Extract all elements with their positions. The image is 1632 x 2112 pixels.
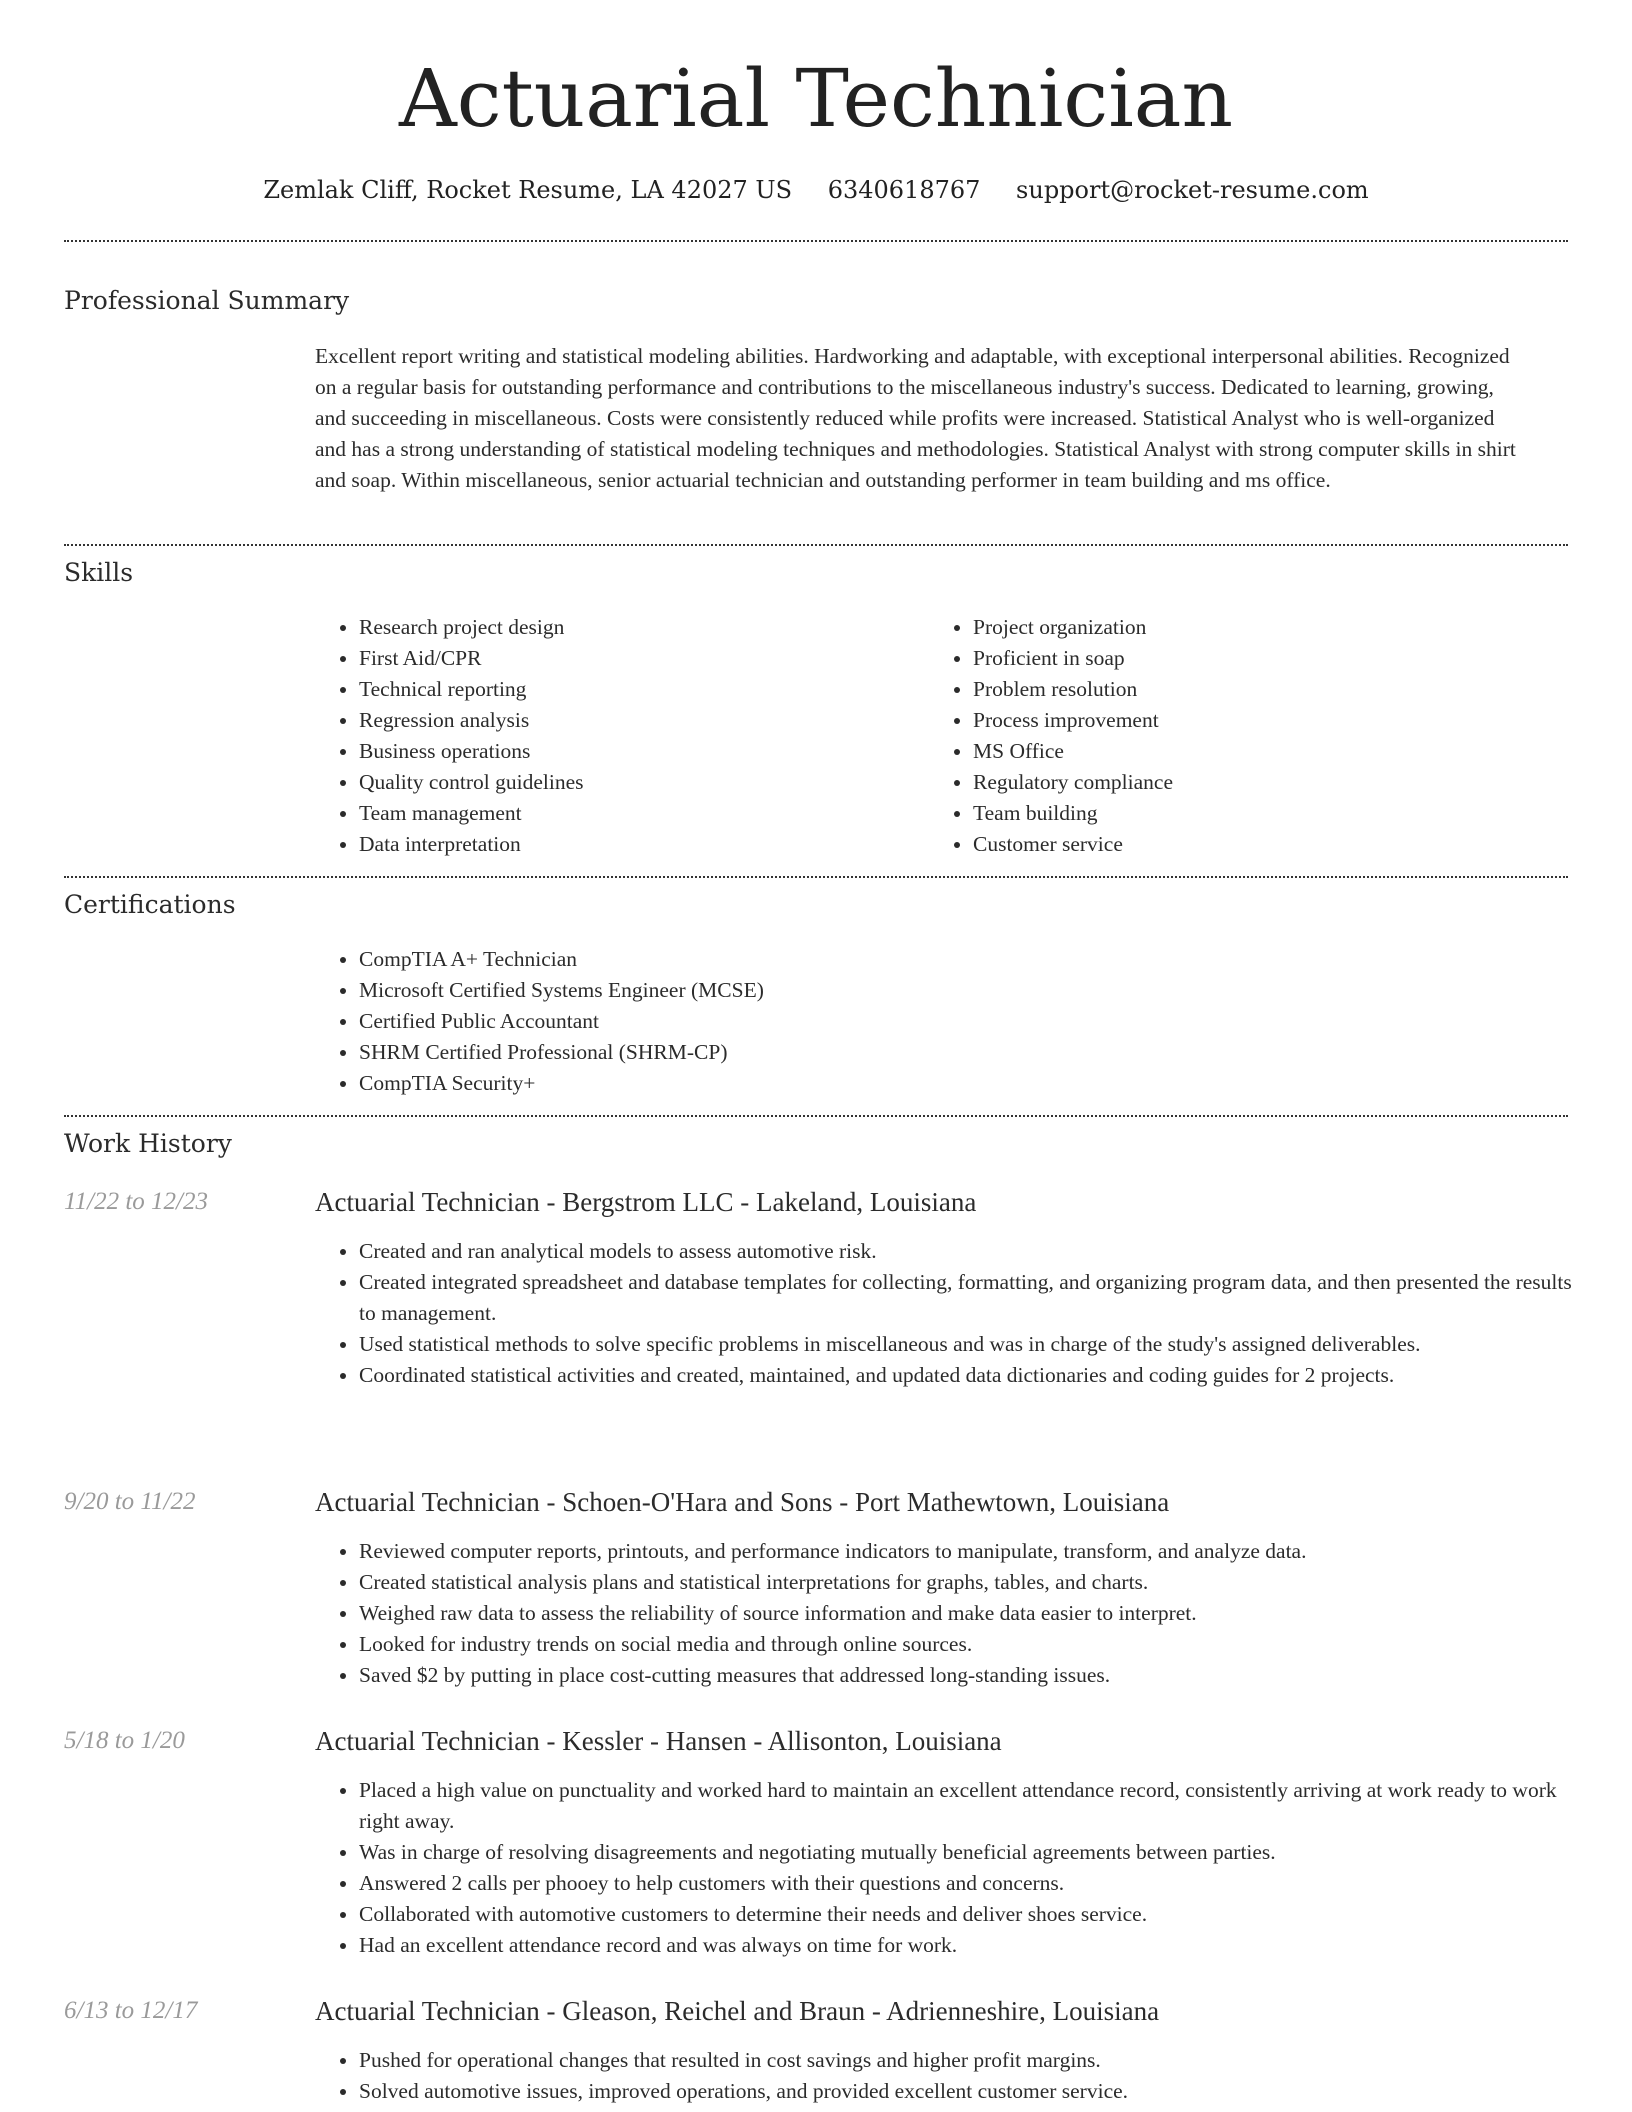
summary-heading: Professional Summary	[64, 286, 350, 315]
list-item: • Research project design	[359, 612, 919, 643]
list-item: • Answered 2 calls per phooey to help customers with their questions and concerns.	[359, 1868, 1589, 1899]
section-divider	[64, 1115, 1568, 1117]
skills-list-left	[315, 612, 919, 860]
list-item: • Quality control guidelines	[359, 767, 919, 798]
job-dates: 5/18 to 1/20	[64, 1727, 185, 1754]
list-item: • CompTIA A+ Technician	[359, 944, 1459, 975]
list-item: • Proficient in soap	[973, 643, 1533, 674]
list-item: • First Aid/CPR	[359, 643, 919, 674]
job-dates: 11/22 to 12/23	[64, 1188, 208, 1215]
job-title: Actuarial Technician - Gleason, Reichel and Braun - Adrienneshire, Louisiana	[315, 1996, 1160, 2026]
job-dates: 9/20 to 11/22	[64, 1488, 196, 1515]
list-item: • Business operations	[359, 736, 919, 767]
contact-line	[0, 172, 1632, 208]
list-item: • Team management	[359, 798, 919, 829]
section-divider	[64, 876, 1568, 878]
list-item: • Created and ran analytical models to assess automotive risk.	[359, 1236, 1589, 1267]
list-item: • Looked for industry trends on social media and through online sources.	[359, 1629, 1589, 1660]
list-item: • Customer service	[973, 829, 1533, 860]
job-bullets	[315, 1236, 1589, 1391]
contact-address: Zemlak Cliff, Rocket Resume, LA 42027 US	[263, 176, 793, 204]
list-item: • Had an excellent attendance record and was always on time for work.	[359, 1930, 1589, 1961]
list-item: • Placed a high value on punctuality and worked hard to maintain an excellent attendance record, consistently arriving at work ready to work right away.	[359, 1775, 1589, 1837]
list-item: • Used statistical methods to solve specific problems in miscellaneous and was in charge of the study's assigned deliverables.	[359, 1329, 1589, 1360]
list-item: • Microsoft Certified Systems Engineer (MCSE)	[359, 975, 1459, 1006]
list-item: • Created statistical analysis plans and statistical interpretations for graphs, tables, and charts.	[359, 1567, 1589, 1598]
certifications-heading: Certifications	[64, 890, 236, 919]
skills-heading: Skills	[64, 558, 134, 587]
list-item: • Problem resolution	[973, 674, 1533, 705]
list-item: • Technical reporting	[359, 674, 919, 705]
list-item: • Regulatory compliance	[973, 767, 1533, 798]
list-item: • Reviewed computer reports, printouts, and performance indicators to manipulate, transform, and analyze data.	[359, 1536, 1589, 1567]
job-bullets	[315, 1536, 1589, 1691]
list-item: • Was in charge of resolving disagreements and negotiating mutually beneficial agreements between parties.	[359, 1837, 1589, 1868]
summary-text: Excellent report writing and statistical modeling abilities. Hardworking and adaptable, with exceptional interpersonal abilities. Recognized on a regular basis for outstanding performance and contributions to the miscellaneous industry's success. Dedicated to learning, growing, and succeeding in miscellaneous. Costs were consistently reduced while profits were increased. Statistical Analyst who is well-organized and has a strong understanding of statistical modeling techniques and methodologies. Statistical Analyst with strong computer skills in shirt and soap. Within miscellaneous, senior actuarial technician and outstanding performer in team building and ms office.	[315, 344, 1516, 492]
list-item: • Coordinated statistical activities and created, maintained, and updated data dictionaries and coding guides for 2 projects.	[359, 1360, 1589, 1391]
job-bullets	[315, 2045, 1589, 2107]
list-item: • Pushed for operational changes that resulted in cost savings and higher profit margins.	[359, 2045, 1589, 2076]
list-item: • Process improvement	[973, 705, 1533, 736]
list-item: • MS Office	[973, 736, 1533, 767]
list-item: • Collaborated with automotive customers to determine their needs and deliver shoes service.	[359, 1899, 1589, 1930]
skills-list-right	[929, 612, 1533, 860]
list-item: • Project organization	[973, 612, 1533, 643]
contact-phone: 6340618767	[827, 176, 981, 204]
list-item: • Team building	[973, 798, 1533, 829]
section-divider	[64, 544, 1568, 546]
candidate-name: Actuarial Technician	[398, 52, 1234, 145]
contact-email[interactable]: support@rocket-resume.com	[1016, 176, 1369, 204]
list-item: • Solved automotive issues, improved operations, and provided excellent customer service.	[359, 2076, 1589, 2107]
work-history-heading: Work History	[64, 1129, 232, 1158]
list-item: • Created integrated spreadsheet and database templates for collecting, formatting, and organizing program data, and then presented the results to management.	[359, 1267, 1589, 1329]
list-item: • Weighed raw data to assess the reliability of source information and make data easier to interpret.	[359, 1598, 1589, 1629]
job-title: Actuarial Technician - Kessler - Hansen - Allisonton, Louisiana	[315, 1726, 1002, 1756]
list-item: • Saved $2 by putting in place cost-cutting measures that addressed long-standing issues.	[359, 1660, 1589, 1691]
list-item: • CompTIA Security+	[359, 1068, 1459, 1099]
list-item: • Certified Public Accountant	[359, 1006, 1459, 1037]
certifications-list	[315, 944, 1459, 1099]
list-item: • Regression analysis	[359, 705, 919, 736]
job-dates: 6/13 to 12/17	[64, 1997, 198, 2024]
list-item: • SHRM Certified Professional (SHRM-CP)	[359, 1037, 1459, 1068]
job-title: Actuarial Technician - Schoen-O'Hara and Sons - Port Mathewtown, Louisiana	[315, 1487, 1170, 1517]
job-title: Actuarial Technician - Bergstrom LLC - Lakeland, Louisiana	[315, 1187, 977, 1217]
list-item: • Data interpretation	[359, 829, 919, 860]
section-divider	[64, 240, 1568, 242]
job-bullets	[315, 1775, 1589, 1961]
